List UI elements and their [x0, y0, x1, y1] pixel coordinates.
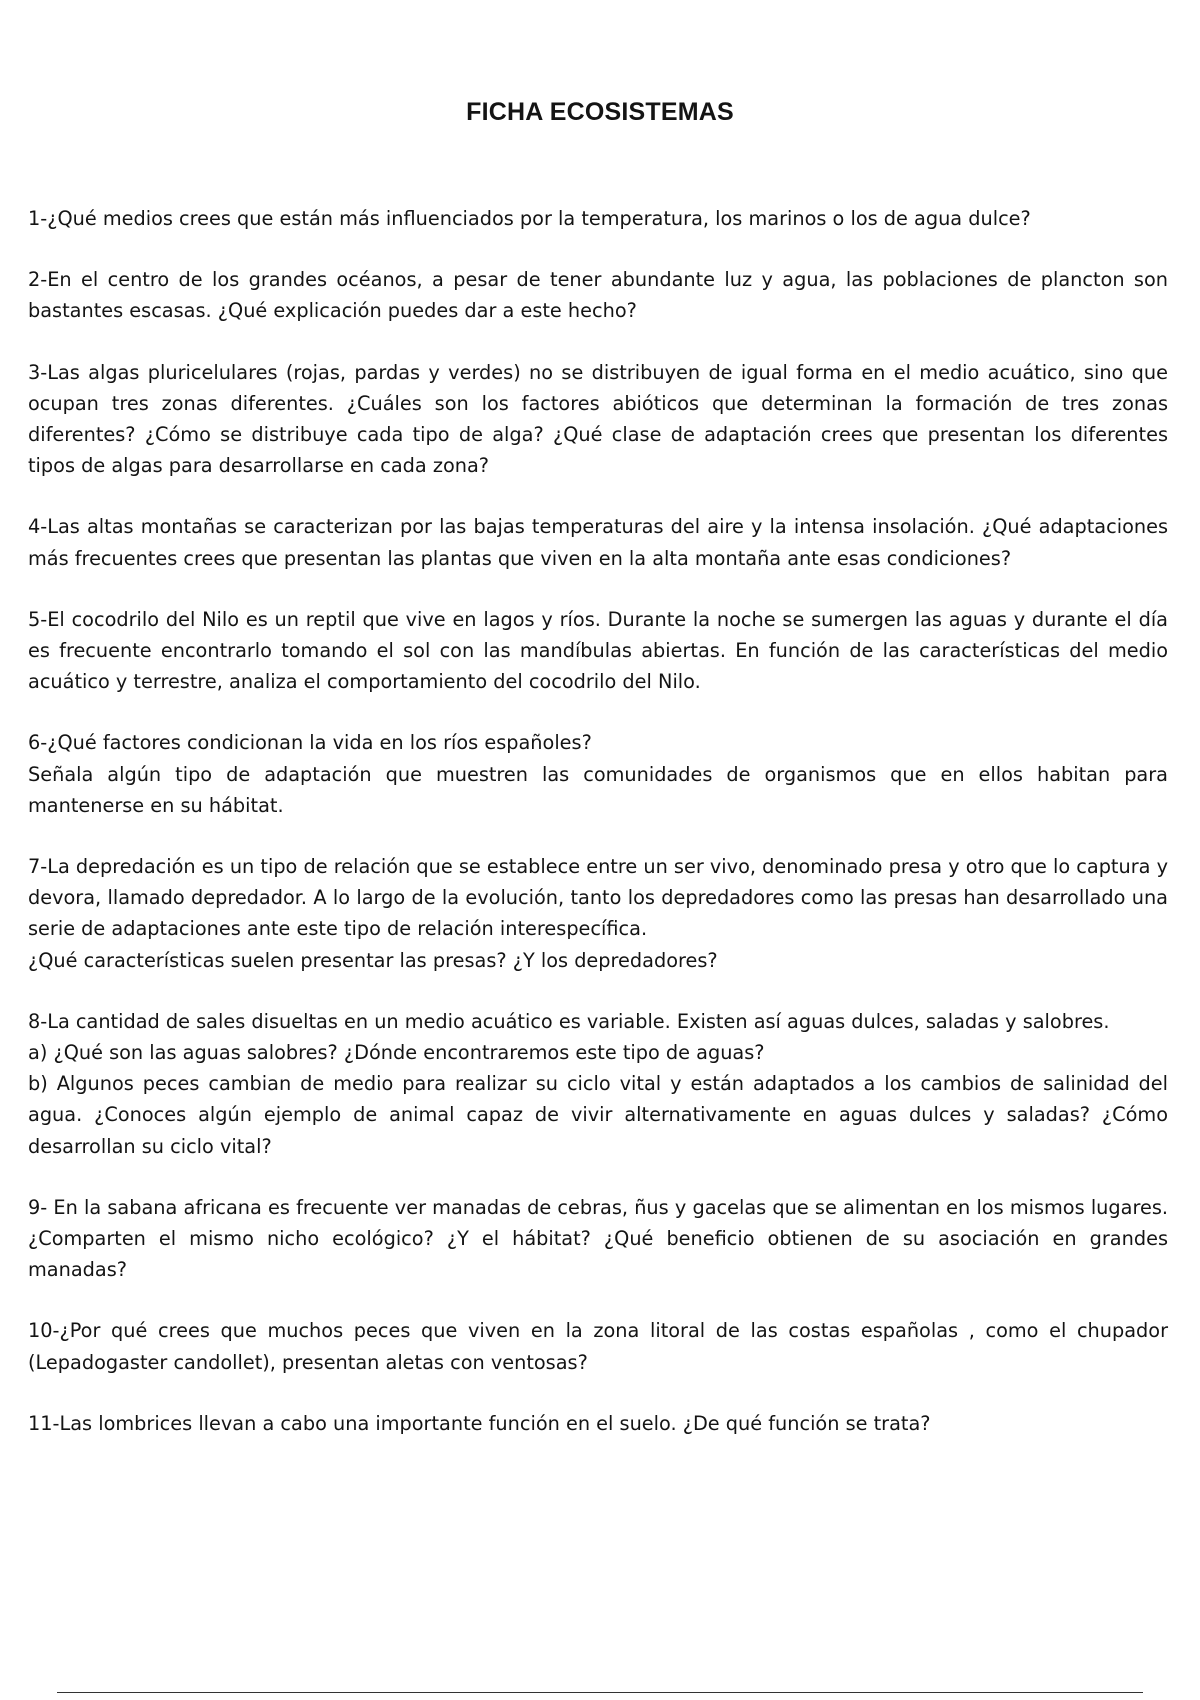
question-1	[28, 203, 1168, 234]
question-3	[28, 357, 1168, 482]
question-subitem-b: b) Algunos peces cambian de medio para realizar su ciclo vital y están adaptados a los cambios de salinidad del agua. ¿Conoces algún ejemplo de animal capaz de vivir alternativamente en aguas dulces y saladas? ¿Cómo desarrollan su ciclo vital?	[28, 1072, 1168, 1158]
question-text: 3-Las algas pluricelulares (rojas, pardas y verdes) no se distribuyen de igual forma en el medio acuático, sino que ocupan tres zonas diferentes. ¿Cuáles son los factores abióticos que determinan la formación de tres zonas diferentes? ¿Cómo se distribuye cada tipo de alga? ¿Qué clase de adaptación crees que presentan los diferentes tipos de algas para desarrollarse en cada zona?	[28, 360, 1168, 478]
question-7	[28, 851, 1168, 976]
question-text: 8-La cantidad de sales disueltas en un medio acuático es variable. Existen así aguas dulces, saladas y salobres.	[28, 1009, 1110, 1033]
question-10	[28, 1315, 1168, 1377]
question-text: Señala algún tipo de adaptación que muestren las comunidades de organismos que en ellos habitan para mantenerse en su hábitat.	[28, 762, 1168, 817]
question-text: 2-En el centro de los grandes océanos, a pesar de tener abundante luz y agua, las poblaciones de plancton son bastantes escasas. ¿Qué explicación puedes dar a este hecho?	[28, 268, 1168, 323]
question-text: 7-La depredación es un tipo de relación que se establece entre un ser vivo, denominado presa y otro que lo captura y devora, llamado depredador. A lo largo de la evolución, tanto los depredadores como las presas han desarrollado una serie de adaptaciones ante este tipo de relación interespecífica.	[28, 855, 1168, 941]
question-text: 5-El cocodrilo del Nilo es un reptil que vive en lagos y ríos. Durante la noche se sumergen las aguas y durante el día es frecuente encontrarlo tomando el sol con las mandíbulas abiertas. En función de las características del medio acuático y terrestre, analiza el comportamiento del cocodrilo del Nilo.	[28, 607, 1168, 694]
question-text: ¿Qué características suelen presentar las presas? ¿Y los depredadores?	[28, 948, 718, 972]
question-text: 11-Las lombrices llevan a cabo una importante función en el suelo. ¿De qué función se trata?	[28, 1411, 931, 1435]
question-subitem-a: a) ¿Qué son las aguas salobres? ¿Dónde encontraremos este tipo de aguas?	[28, 1041, 765, 1065]
question-text: 10-¿Por qué crees que muchos peces que viven en la zona litoral de las costas españolas , como el chupador (Lepadogaster candollet), presentan aletas con ventosas?	[28, 1319, 1168, 1374]
question-text: 6-¿Qué factores condicionan la vida en los ríos españoles?	[28, 731, 592, 755]
question-11	[28, 1408, 1168, 1439]
question-text: 1-¿Qué medios crees que están más influenciados por la temperatura, los marinos o los de agua dulce?	[28, 207, 1031, 230]
page-title: FICHA ECOSISTEMAS	[466, 98, 734, 126]
question-6	[28, 727, 1168, 821]
question-list	[28, 203, 1168, 1469]
question-8	[28, 1006, 1168, 1162]
footer-divider	[57, 1692, 1143, 1693]
question-text: 4-Las altas montañas se caracterizan por las bajas temperaturas del aire y la intensa insolación. ¿Qué adaptaciones más frecuentes crees que presentan las plantas que viven en la alta montaña ante esas condiciones?	[28, 515, 1168, 570]
question-9	[28, 1192, 1168, 1286]
question-5	[28, 604, 1168, 698]
question-text: 9- En la sabana africana es frecuente ver manadas de cebras, ñus y gacelas que se alimentan en los mismos lugares. ¿Comparten el mismo nicho ecológico? ¿Y el hábitat? ¿Qué beneficio obtienen de su asociación en grandes manadas?	[28, 1195, 1168, 1282]
question-4	[28, 511, 1168, 573]
question-2	[28, 264, 1168, 326]
